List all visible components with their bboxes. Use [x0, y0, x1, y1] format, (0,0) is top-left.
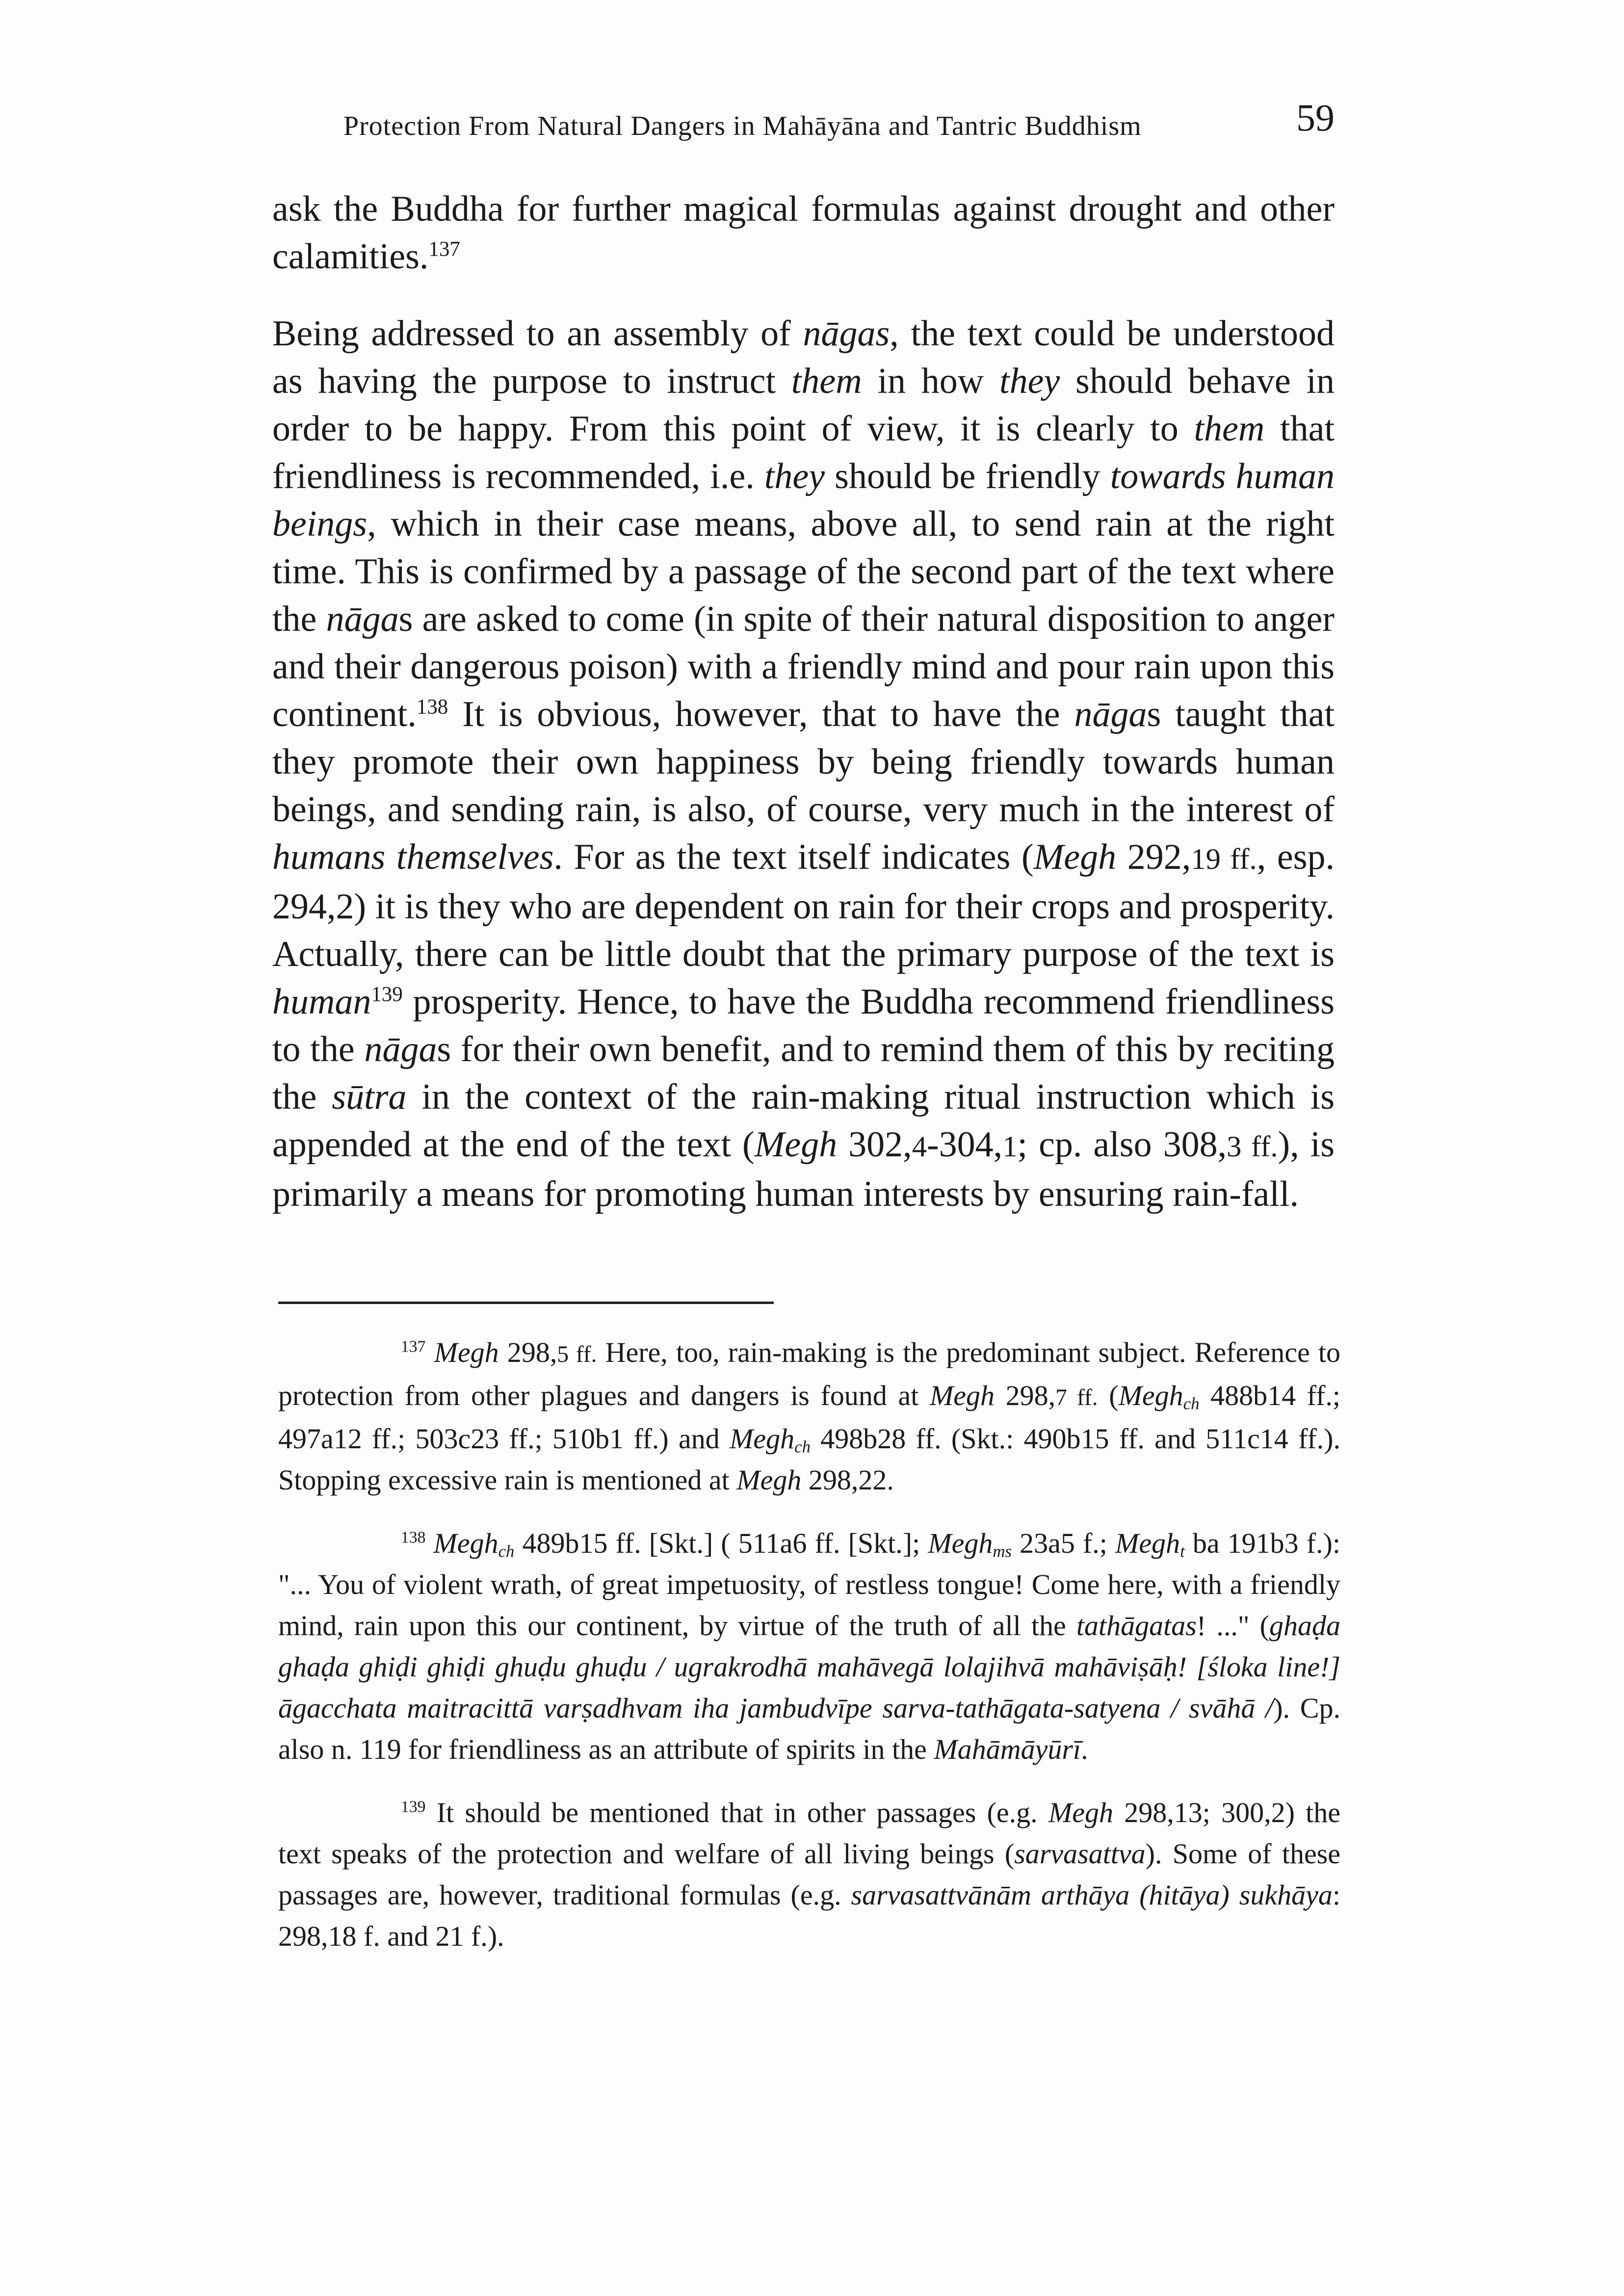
footnote-138: $^{138}$ Megh$_{ch}$ 489b15 ff. [Skt.] ( 511a6 ff. [Skt.]; Megh$_{ms}$ 23a5 f.; Megh$_t$ ba 191b3 f.): "... You of violent wrath, of great impetuosity, of restless tongue! Come here, with a friendly mind, rain upon this our continent, by virtue of the truth of all the tathāgatas! ..." (ghaḍa ghaḍa ghiḍi ghiḍi ghuḍu ghuḍu / ugrakrodhā mahāvegā lolajihvā mahāviṣāḥ! [śloka line!] āgacchata maitracittā varṣadhvam iha jambudvīpe sarva-tathāgata-satyena / svāhā /). Cp. also n. 119 for friendliness as an attribute of spirits in the Mahāmāyūrī.: [278, 1527, 1340, 1765]
footnote-ref-137: 137: [428, 237, 460, 261]
footnotes: [278, 1332, 1340, 1957]
page-header: [343, 96, 1335, 150]
footnote-number: 138: [401, 1528, 426, 1547]
footnote-divider: [278, 1302, 774, 1304]
footnote-ref-138: 138: [416, 695, 448, 719]
footnote-number: 137: [401, 1337, 426, 1356]
footnote-number: 139: [401, 1798, 426, 1816]
footnote-137: $^{137}$ Megh 298,5 ff. Here, too, rain-making is the predominant subject. Reference to protection from other plagues and dangers is found at Megh 298,7 ff. (Megh$_{ch}$ 488b14 ff.; 497a12 ff.; 503c23 ff.; 510b1 ff.) and Megh$_{ch}$ 498b28 ff. (Skt.: 490b15 ff. and 511c14 ff.). Stopping excessive rain is mentioned at Megh 298,22.: [278, 1336, 1340, 1496]
running-head: Protection From Natural Dangers in Mahāyāna and Tantric Buddhism: [343, 111, 1142, 141]
main-text: [272, 185, 1335, 1218]
paragraph-1: ask the Buddha for further magical formulas against drought and other calamities.$^{137}$: [272, 189, 1335, 277]
page-number: 59: [1296, 96, 1335, 139]
footnote-ref-139: 139: [371, 983, 403, 1006]
paragraph-2: Being addressed to an assembly of nāgas, the text could be understood as having the purpose to instruct them in how they should behave in order to be happy. From this point of view, it is clearly to them that friendliness is recommended, i.e. they should be friendly towards human beings, which in their case means, above all, to send rain at the right time. This is confirmed by a passage of the second part of the text where the nāgas are asked to come (in spite of their natural disposition to anger and their dangerous poison) with a friendly mind and pour rain upon this continent.$^{138}$ It is obvious, however, that to have the nāgas taught that they promote their own happiness by being friendly towards human beings, and sending rain, is also, of course, very much in the interest of humans themselves. For as the text itself indicates (Megh 292,19 ff., esp. 294,2) it is they who are dependent on rain for their crops and prosperity. Actually, there can be little doubt that the primary purpose of the text is human$^{139}$ prosperity. Hence, to have the Buddha recommend friendliness to the nāgas for their own benefit, and to remind them of this by reciting the sūtra in the context of the rain-making ritual instruction which is appended at the end of the text (Megh 302,4-304,1; cp. also 308,3 ff.), is primarily a means for promoting human interests by ensuring rain-fall.: [272, 313, 1335, 1214]
footnote-139: $^{139}$ It should be mentioned that in other passages (e.g. Megh 298,13; 300,2) the text speaks of the protection and welfare of all living beings (sarvasattva). Some of these passages are, however, traditional formulas (e.g. sarvasattvānām arthāya (hitāya) sukhāya: 298,18 f. and 21 f.).: [278, 1797, 1340, 1952]
